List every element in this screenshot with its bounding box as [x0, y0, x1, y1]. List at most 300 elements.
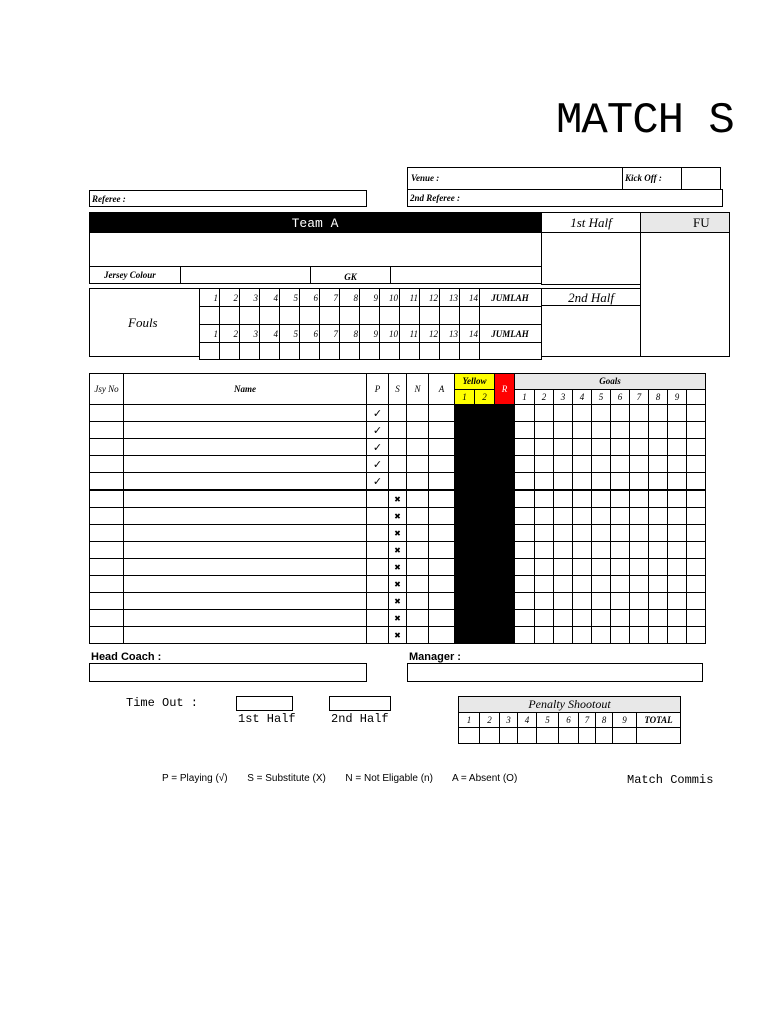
goal-cell[interactable] [554, 422, 573, 439]
jersey-number-cell[interactable] [90, 627, 124, 644]
goal-cell[interactable] [554, 576, 573, 593]
head-coach-field[interactable] [89, 663, 367, 682]
goal-cell[interactable] [687, 542, 706, 559]
playing-cell[interactable] [367, 508, 389, 525]
not-eligible-cell[interactable] [407, 559, 429, 576]
playing-cell[interactable] [367, 473, 389, 491]
jersey-number-cell[interactable] [90, 422, 124, 439]
absent-cell[interactable] [429, 627, 455, 644]
goal-cell[interactable] [554, 456, 573, 473]
player-name-cell[interactable] [124, 610, 367, 627]
goal-cell[interactable] [687, 490, 706, 508]
fouls-cell [440, 325, 460, 343]
jersey-number-cell[interactable] [90, 525, 124, 542]
goal-cell[interactable] [592, 490, 611, 508]
goal-cell[interactable] [649, 405, 668, 422]
goal-cell[interactable] [554, 610, 573, 627]
goal-cell[interactable] [592, 456, 611, 473]
goal-cell[interactable] [687, 405, 706, 422]
goal-cell[interactable] [687, 610, 706, 627]
player-name-cell[interactable] [124, 593, 367, 610]
absent-cell[interactable] [429, 456, 455, 473]
penalty-result-cell[interactable] [613, 728, 637, 744]
goal-cell[interactable] [630, 508, 649, 525]
substitute-cell[interactable] [389, 490, 407, 508]
goal-cell[interactable] [687, 627, 706, 644]
fouls-cell[interactable] [320, 307, 340, 325]
not-eligible-cell[interactable] [407, 405, 429, 422]
goal-cell[interactable] [630, 525, 649, 542]
goal-cell[interactable] [592, 627, 611, 644]
fouls-cell[interactable] [380, 307, 400, 325]
referee-label: Referee : [92, 194, 126, 204]
half2-score[interactable] [541, 305, 641, 357]
goal-cell[interactable] [630, 542, 649, 559]
goal-cell[interactable] [687, 422, 706, 439]
not-eligible-cell[interactable] [407, 627, 429, 644]
manager-field[interactable] [407, 663, 703, 682]
goal-cell[interactable] [611, 542, 630, 559]
cross-icon: ✖ [394, 596, 401, 606]
not-eligible-cell[interactable] [407, 576, 429, 593]
player-name-cell[interactable] [124, 473, 367, 491]
player-name-cell[interactable] [124, 542, 367, 559]
goal-cell[interactable] [592, 542, 611, 559]
goal-cell[interactable] [649, 559, 668, 576]
goal-cell[interactable] [573, 576, 592, 593]
goal-cell[interactable] [592, 405, 611, 422]
goal-cell[interactable] [535, 508, 554, 525]
foul-number: 7 [333, 292, 338, 303]
goal-cell[interactable] [649, 627, 668, 644]
absent-cell[interactable] [429, 610, 455, 627]
fouls-cell[interactable] [280, 307, 300, 325]
goal-cell[interactable] [649, 576, 668, 593]
fouls-cell[interactable] [440, 307, 460, 325]
goal-cell[interactable] [630, 559, 649, 576]
venue-field[interactable] [407, 167, 623, 190]
goal-cell[interactable] [649, 542, 668, 559]
goal-cell[interactable] [592, 473, 611, 491]
card-cell [475, 627, 495, 644]
fouls-cell[interactable] [400, 343, 420, 360]
fouls-cell[interactable] [380, 343, 400, 360]
fouls-cell[interactable] [240, 343, 260, 360]
not-eligible-cell[interactable] [407, 456, 429, 473]
substitute-cell[interactable] [389, 627, 407, 644]
goal-cell[interactable] [573, 542, 592, 559]
substitute-cell[interactable] [389, 456, 407, 473]
not-eligible-cell[interactable] [407, 542, 429, 559]
goal-cell[interactable] [687, 439, 706, 456]
fouls-cell[interactable] [360, 307, 380, 325]
goal-cell[interactable] [649, 422, 668, 439]
penalty-result-cell[interactable] [480, 728, 500, 744]
absent-cell[interactable] [429, 490, 455, 508]
jersey-number-cell[interactable] [90, 576, 124, 593]
team-name-field[interactable] [89, 232, 542, 267]
substitute-cell[interactable] [389, 542, 407, 559]
goal-cell[interactable] [668, 593, 687, 610]
fouls-row [200, 307, 542, 325]
goal-cell[interactable] [554, 542, 573, 559]
goal-cell[interactable] [592, 439, 611, 456]
a-label: A [438, 384, 445, 394]
goal-cell[interactable] [592, 593, 611, 610]
goal-cell[interactable] [611, 559, 630, 576]
goal-cell[interactable] [611, 473, 630, 491]
penalty-result-cell[interactable] [637, 728, 681, 744]
goal-cell[interactable] [592, 422, 611, 439]
goal-cell[interactable] [611, 508, 630, 525]
goal-cell[interactable] [515, 576, 535, 593]
jersey-number-cell[interactable] [90, 456, 124, 473]
goal-cell[interactable] [515, 559, 535, 576]
goal-cell[interactable] [554, 405, 573, 422]
fouls-cell[interactable] [200, 307, 220, 325]
player-name-cell[interactable] [124, 439, 367, 456]
fouls-cell[interactable] [300, 307, 320, 325]
goal-cell[interactable] [668, 508, 687, 525]
goal-cell[interactable] [687, 473, 706, 491]
penalty-result-cell[interactable] [579, 728, 596, 744]
goal-cell[interactable] [535, 610, 554, 627]
goal-cell[interactable] [630, 490, 649, 508]
playing-cell[interactable] [367, 627, 389, 644]
goal-cell[interactable] [592, 576, 611, 593]
playing-cell[interactable] [367, 559, 389, 576]
goal-cell[interactable] [611, 405, 630, 422]
absent-cell[interactable] [429, 525, 455, 542]
card-cell [475, 456, 495, 473]
goal-cell[interactable] [687, 456, 706, 473]
fouls-cell[interactable] [420, 343, 440, 360]
goal-cell[interactable] [687, 525, 706, 542]
penalty-result-cell[interactable] [500, 728, 518, 744]
goal-cell[interactable] [535, 490, 554, 508]
fouls-cell[interactable] [440, 343, 460, 360]
goal-cell[interactable] [573, 473, 592, 491]
goal-cell[interactable] [573, 490, 592, 508]
player-name-cell[interactable] [124, 627, 367, 644]
jersey-number-cell[interactable] [90, 542, 124, 559]
fouls-cell[interactable] [220, 307, 240, 325]
penalty-number-cell [596, 713, 613, 728]
goal-cell[interactable] [515, 525, 535, 542]
referee-field[interactable] [89, 190, 367, 207]
goal-cell[interactable] [573, 508, 592, 525]
goal-cell[interactable] [649, 610, 668, 627]
goal-cell[interactable] [611, 627, 630, 644]
goal-cell[interactable] [554, 508, 573, 525]
goal-cell[interactable] [592, 525, 611, 542]
not-eligible-cell[interactable] [407, 422, 429, 439]
foul-number: 5 [293, 292, 298, 303]
substitute-cell[interactable] [389, 525, 407, 542]
timeout-half1-box[interactable] [236, 696, 293, 711]
fouls-cell[interactable] [260, 343, 280, 360]
goal-cell[interactable] [630, 593, 649, 610]
goal-cell[interactable] [573, 627, 592, 644]
goal-cell[interactable] [573, 610, 592, 627]
goal-cell[interactable] [668, 525, 687, 542]
player-name-cell[interactable] [124, 490, 367, 508]
goal-cell[interactable] [554, 490, 573, 508]
goal-cell[interactable] [630, 610, 649, 627]
goal-cell[interactable] [611, 456, 630, 473]
penalty-result-cell[interactable] [459, 728, 480, 744]
name-label: Name [234, 384, 256, 394]
goal-cell[interactable] [535, 456, 554, 473]
timeout-half2-box[interactable] [329, 696, 391, 711]
fouls-total-cell[interactable] [480, 307, 542, 325]
gk-field[interactable] [390, 266, 542, 284]
substitute-cell[interactable] [389, 610, 407, 627]
goal-cell[interactable] [554, 525, 573, 542]
playing-cell[interactable] [367, 490, 389, 508]
goal-cell[interactable] [687, 576, 706, 593]
goal-cell[interactable] [630, 456, 649, 473]
playing-cell[interactable] [367, 542, 389, 559]
player-name-cell[interactable] [124, 422, 367, 439]
goal-cell[interactable] [649, 439, 668, 456]
playing-cell[interactable] [367, 422, 389, 439]
not-eligible-cell[interactable] [407, 525, 429, 542]
goal-cell[interactable] [592, 508, 611, 525]
jersey-number-cell[interactable] [90, 473, 124, 491]
goal-cell[interactable] [535, 439, 554, 456]
goal-cell[interactable] [668, 542, 687, 559]
goal-cell[interactable] [573, 525, 592, 542]
fouls-cell[interactable] [300, 343, 320, 360]
fouls-cell [240, 289, 260, 307]
jersey-number-cell[interactable] [90, 439, 124, 456]
absent-cell[interactable] [429, 542, 455, 559]
playing-cell[interactable] [367, 593, 389, 610]
goal-cell[interactable] [554, 473, 573, 491]
fouls-cell[interactable] [460, 343, 480, 360]
fouls-cell[interactable] [320, 343, 340, 360]
substitute-cell[interactable] [389, 473, 407, 491]
fouls-cell[interactable] [360, 343, 380, 360]
fouls-cell[interactable] [460, 307, 480, 325]
goal-cell[interactable] [535, 473, 554, 491]
fouls-total-cell[interactable] [480, 343, 542, 360]
jersey-number-cell[interactable] [90, 593, 124, 610]
goal-cell[interactable] [630, 473, 649, 491]
goal-cell[interactable] [668, 610, 687, 627]
playing-cell[interactable] [367, 525, 389, 542]
jersey-number-cell[interactable] [90, 610, 124, 627]
substitute-cell[interactable] [389, 593, 407, 610]
goal-cell[interactable] [668, 405, 687, 422]
not-eligible-cell[interactable] [407, 490, 429, 508]
fouls-cell[interactable] [340, 307, 360, 325]
goal-cell[interactable] [592, 559, 611, 576]
full-score[interactable] [640, 232, 730, 357]
goal-cell[interactable] [535, 593, 554, 610]
fouls-cell[interactable] [340, 343, 360, 360]
fouls-cell[interactable] [420, 307, 440, 325]
goal-cell[interactable] [649, 456, 668, 473]
goal-cell[interactable] [630, 439, 649, 456]
referee2-field[interactable] [407, 189, 723, 207]
goal-cell[interactable] [515, 490, 535, 508]
absent-cell[interactable] [429, 559, 455, 576]
player-name-cell[interactable] [124, 508, 367, 525]
check-icon: ✓ [372, 423, 383, 437]
jersey-field[interactable] [180, 266, 311, 284]
goal-cell[interactable] [515, 508, 535, 525]
goal-cell[interactable] [554, 559, 573, 576]
goal-cell[interactable] [535, 576, 554, 593]
not-eligible-cell[interactable] [407, 593, 429, 610]
goal-cell[interactable] [611, 422, 630, 439]
player-name-cell[interactable] [124, 525, 367, 542]
goal-cell[interactable] [630, 422, 649, 439]
goal-cell[interactable] [573, 456, 592, 473]
penalty-result-cell[interactable] [596, 728, 613, 744]
goal-cell[interactable] [535, 422, 554, 439]
fouls-cell[interactable] [400, 307, 420, 325]
absent-cell[interactable] [429, 508, 455, 525]
goal-cell[interactable] [515, 456, 535, 473]
goal-cell[interactable] [668, 473, 687, 491]
cross-icon: ✖ [394, 528, 401, 538]
goal-cell[interactable] [592, 610, 611, 627]
goal-cell[interactable] [649, 525, 668, 542]
goal-cell[interactable] [668, 627, 687, 644]
goal-cell[interactable] [535, 525, 554, 542]
player-name-cell[interactable] [124, 405, 367, 422]
goal-cell[interactable] [687, 508, 706, 525]
goal-cell[interactable] [668, 422, 687, 439]
goal-cell[interactable] [630, 405, 649, 422]
not-eligible-cell[interactable] [407, 610, 429, 627]
absent-cell[interactable] [429, 422, 455, 439]
goal-cell[interactable] [515, 405, 535, 422]
playing-cell[interactable] [367, 610, 389, 627]
substitute-cell[interactable] [389, 576, 407, 593]
goal-cell[interactable] [554, 593, 573, 610]
table-row [90, 627, 706, 644]
goal-cell[interactable] [515, 610, 535, 627]
goal-cell[interactable] [687, 559, 706, 576]
jersey-number-cell[interactable] [90, 405, 124, 422]
substitute-cell[interactable] [389, 559, 407, 576]
player-name-cell[interactable] [124, 576, 367, 593]
not-eligible-cell[interactable] [407, 439, 429, 456]
foul-number: 1 [213, 292, 218, 303]
goal-cell[interactable] [668, 439, 687, 456]
goal-cell[interactable] [515, 593, 535, 610]
p-header [367, 374, 389, 405]
goal-cell[interactable] [649, 508, 668, 525]
player-name-cell[interactable] [124, 559, 367, 576]
goal-cell[interactable] [515, 422, 535, 439]
goal-cell[interactable] [515, 439, 535, 456]
goal-cell[interactable] [515, 542, 535, 559]
fouls-cell[interactable] [260, 307, 280, 325]
goal-cell[interactable] [668, 456, 687, 473]
jersey-number-cell[interactable] [90, 508, 124, 525]
jersey-number-cell[interactable] [90, 490, 124, 508]
goal-cell[interactable] [611, 525, 630, 542]
goal-cell[interactable] [535, 627, 554, 644]
absent-cell[interactable] [429, 439, 455, 456]
absent-cell[interactable] [429, 473, 455, 491]
goal-cell[interactable] [630, 576, 649, 593]
half1-score[interactable] [541, 232, 641, 285]
table-row [90, 610, 706, 627]
goal-cell[interactable] [535, 405, 554, 422]
fouls-cell [360, 289, 380, 307]
absent-cell[interactable] [429, 593, 455, 610]
goal-cell[interactable] [535, 559, 554, 576]
fouls-cell[interactable] [200, 343, 220, 360]
penalty-result-cell[interactable] [559, 728, 579, 744]
goal-cell[interactable] [573, 559, 592, 576]
goal-cell[interactable] [573, 593, 592, 610]
goal-cell[interactable] [668, 576, 687, 593]
fouls-cell[interactable] [220, 343, 240, 360]
absent-cell[interactable] [429, 405, 455, 422]
goal-cell[interactable] [515, 627, 535, 644]
absent-cell[interactable] [429, 576, 455, 593]
goal-cell[interactable] [649, 593, 668, 610]
goal-cell[interactable] [515, 473, 535, 491]
kickoff-value[interactable] [681, 167, 721, 190]
playing-cell[interactable] [367, 439, 389, 456]
substitute-cell[interactable] [389, 508, 407, 525]
goal-cell[interactable] [611, 610, 630, 627]
goal-cell[interactable] [611, 490, 630, 508]
goal-cell[interactable] [649, 473, 668, 491]
playing-cell[interactable] [367, 456, 389, 473]
playing-cell[interactable] [367, 576, 389, 593]
substitute-cell[interactable] [389, 439, 407, 456]
goal-cell[interactable] [573, 405, 592, 422]
goal-cell[interactable] [649, 490, 668, 508]
goal-cell[interactable] [535, 542, 554, 559]
playing-cell[interactable] [367, 405, 389, 422]
not-eligible-cell[interactable] [407, 508, 429, 525]
goal-cell[interactable] [687, 593, 706, 610]
goal-cell[interactable] [573, 439, 592, 456]
player-name-cell[interactable] [124, 456, 367, 473]
goal-cell[interactable] [611, 593, 630, 610]
goal-cell[interactable] [630, 627, 649, 644]
goal-cell[interactable] [611, 576, 630, 593]
goal-cell[interactable] [668, 490, 687, 508]
kickoff-field[interactable] [622, 167, 682, 190]
goal-cell[interactable] [554, 627, 573, 644]
fouls-cell [260, 289, 280, 307]
penalty-result-cell[interactable] [518, 728, 537, 744]
jersey-number-cell[interactable] [90, 559, 124, 576]
goal-cell[interactable] [611, 439, 630, 456]
timeout-half2-label: 2nd Half [331, 712, 389, 726]
substitute-cell[interactable] [389, 405, 407, 422]
goal-cell[interactable] [668, 559, 687, 576]
penalty-result-cell[interactable] [537, 728, 559, 744]
goal-cell[interactable] [573, 422, 592, 439]
fouls-cell[interactable] [240, 307, 260, 325]
goal-cell[interactable] [554, 439, 573, 456]
not-eligible-cell[interactable] [407, 473, 429, 491]
substitute-cell[interactable] [389, 422, 407, 439]
fouls-cell[interactable] [280, 343, 300, 360]
